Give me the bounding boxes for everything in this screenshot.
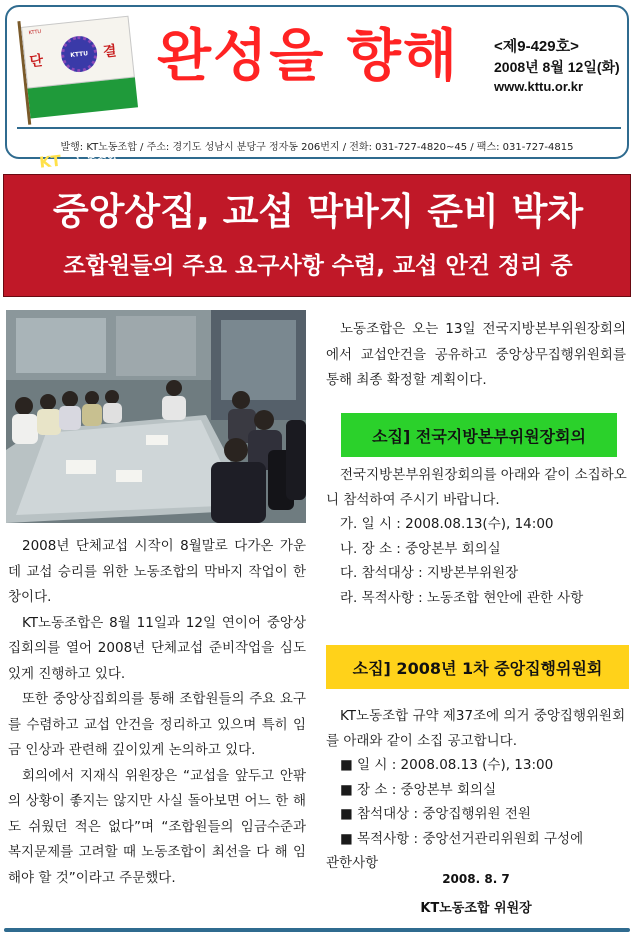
article-left-column (8, 534, 306, 891)
subheadline: 조합원들의 주요 요구사항 수렴, 교섭 안건 정리 중 (63, 253, 573, 279)
notice-item-label: 가. 일 시 (340, 516, 392, 532)
emblem-text: KTTU (69, 49, 89, 59)
flag-white-panel (21, 16, 135, 89)
meeting-photo-image (6, 310, 306, 523)
notice-item-value: : 2008.08.13(수), 14:00 (396, 516, 554, 532)
article-paragraph: 노동조합은 오는 13일 전국지방본부위원장회의에서 교섭안건을 공유하고 중앙상무집행위원회를 통해 최종 확정할 계획이다. (326, 321, 626, 388)
notice-item-value: : 중앙본부 회의실 (391, 781, 497, 798)
issue-number: <제9-429호> (494, 38, 579, 55)
notice-title-regional-meeting: 소집] 전국지방본부위원장회의 (341, 413, 617, 457)
notice-item (326, 753, 628, 778)
notice-item-label: ■ 장 소 (340, 781, 388, 798)
notice-item-label: 나. 장 소 (340, 540, 392, 557)
notice-intro: KT노동조합 규약 제37조에 의거 중앙집행위원회를 아래와 같이 소집 공고합니다. (326, 708, 626, 749)
publisher-info: 발행: KT노동조합 / 주소: 경기도 성남시 분당구 정자동 206번지 / 전화: 031-727-4820~45 / 팩스: 031-727-4815 (60, 142, 574, 153)
notice-item-label: ■ 일 시 (340, 757, 388, 773)
notice-signer: KT노동조합 위원장 (420, 901, 532, 916)
notice-item-value: : 중앙선거관리위원회 구성에 (413, 830, 584, 847)
article-paragraph: 또한 중앙상집회의를 통해 조합원들의 주요 요구를 수렴하고 교섭 안건을 정리하고 있으며 특히 임금 인상과 관련해 깊이있게 논의하고 있다. (8, 691, 306, 758)
notice-item-label: ■ 참석대상 (340, 806, 410, 822)
notice-item-label: 라. 목적사항 (340, 589, 414, 606)
notice-date: 2008. 8. 7 (442, 872, 510, 886)
notice-item-value: : 지방본부위원장 (418, 565, 519, 581)
notice-item-continuation: 관한사항 (326, 855, 379, 871)
flag-small-mark: KTTU (28, 28, 42, 37)
article-paragraph: 2008년 단체교섭 시작이 8월말로 다가온 가운데 교섭 승리를 위한 노동조합의 막바지 작업이 한창이다. (8, 538, 306, 605)
flag-union-text: 노동조합 (74, 150, 119, 169)
flag-left-char: 단 (28, 52, 45, 71)
issue-info (494, 37, 626, 97)
article-right-column (326, 317, 626, 394)
flag-kt-text: KT (38, 151, 62, 172)
notice-item (326, 827, 628, 852)
union-emblem-icon (59, 34, 99, 74)
issue-date: 2008년 8월 12일(화) (494, 59, 620, 75)
notice-item (326, 778, 628, 803)
website-link[interactable]: www.kttu.or.kr (494, 79, 584, 94)
notice-item (326, 537, 628, 562)
masthead (5, 5, 629, 172)
notice-item-label: 다. 참석대상 (340, 565, 414, 581)
notice-item-value: : 노동조합 현안에 관한 사항 (418, 589, 584, 606)
notice-item (326, 561, 628, 586)
notice-item-value: : 중앙본부 회의실 (396, 540, 501, 557)
newsletter-title: 완성을 향해 (157, 24, 459, 89)
footer-divider (4, 928, 630, 932)
notice-item-value: : 중앙집행위원 전원 (413, 806, 531, 822)
notice-item-value: : 2008.08.13 (수), 13:00 (391, 757, 554, 773)
notice-title-executive-committee: 소집] 2008년 1차 중앙집행위원회 (326, 645, 629, 689)
headline-banner (3, 174, 631, 297)
notice-body-regional-meeting (326, 463, 628, 610)
notice-item-label: ■ 목적사항 (340, 830, 410, 847)
headline: 중앙상집, 교섭 막바지 준비 박차 (52, 190, 584, 233)
article-paragraph: 회의에서 지재식 위원장은 “교섭을 앞두고 안팎의 상황이 좋지는 않지만 사실 돌아보면 어느 한 해도 쉬웠던 적은 없다”며 “조합원들의 임금수준과 복지문제를 고려할 때 노동조합이 최선을 다 해 임해야 할 것”이라고 주문했다. (8, 767, 306, 886)
notice-intro: 전국지방본부위원장회의를 아래와 같이 소집하오니 참석하여 주시기 바랍니다. (326, 467, 627, 508)
notice-item (326, 512, 628, 537)
meeting-photo (6, 310, 306, 523)
masthead-divider (17, 127, 621, 129)
article-paragraph: KT노동조합은 8월 11일과 12일 연이어 중앙상집회의를 열어 2008년 단체교섭 준비작업을 심도있게 진행하고 있다. (8, 614, 306, 682)
notice-item (326, 586, 628, 611)
notice-body-executive-committee (326, 704, 628, 876)
union-flag-logo (21, 16, 140, 172)
flag-right-char: 결 (102, 43, 118, 61)
notice-item (326, 802, 628, 827)
